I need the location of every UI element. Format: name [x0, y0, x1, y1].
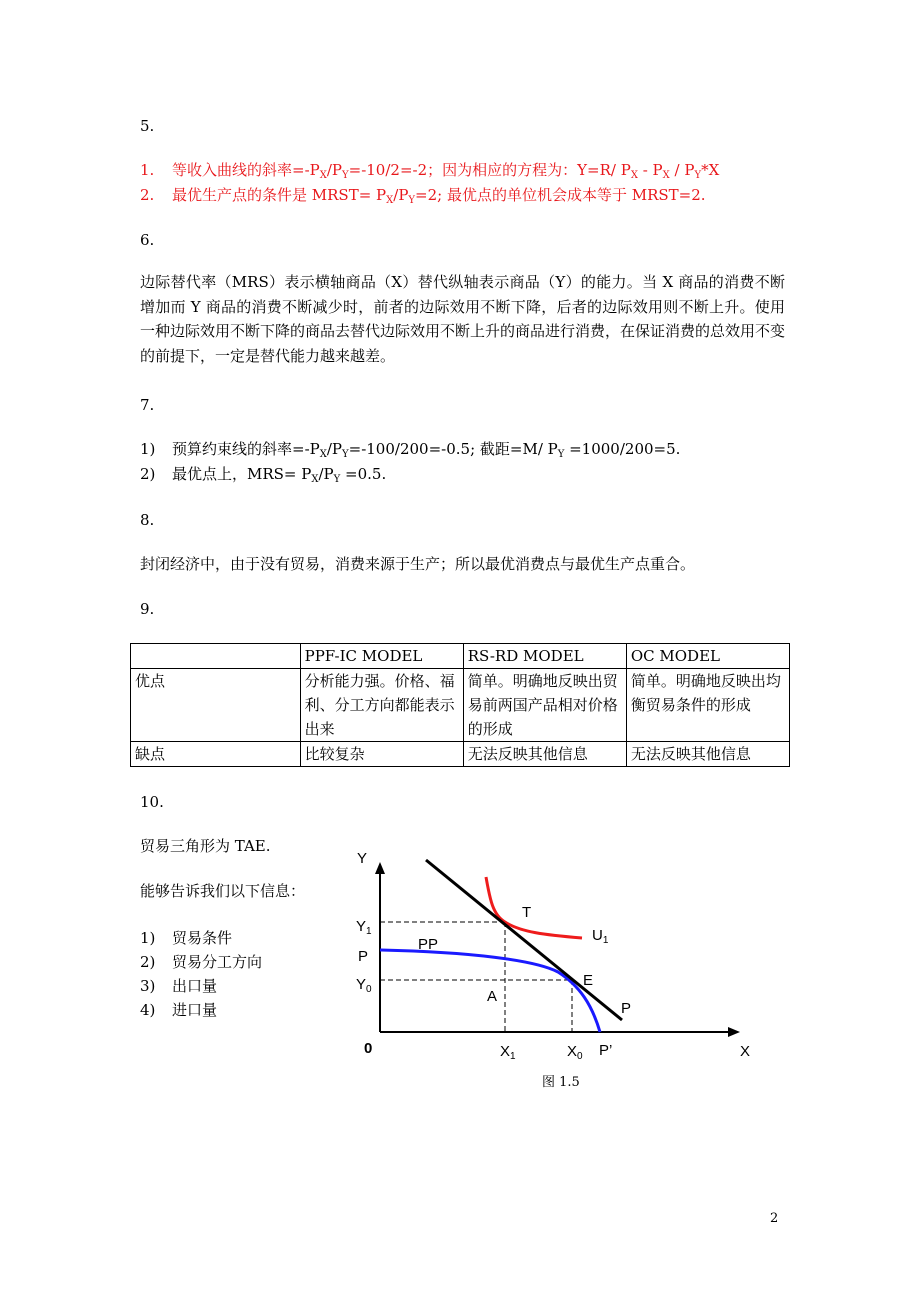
table-cell: 比较复杂 [300, 742, 463, 767]
price-line-p-label: P [621, 1000, 632, 1017]
sec7-number: 7. [140, 396, 155, 414]
origin-label: 0 [364, 1040, 373, 1057]
table-cell: 简单。明确地反映出贸易前两国产品相对价格的形成 [463, 669, 626, 742]
table-cell: 缺点 [131, 742, 301, 767]
pp-curve-label: PP [418, 936, 439, 953]
sec7-item-1-num: 1) [140, 440, 156, 458]
indifference-curve-u1 [486, 877, 582, 938]
figure-caption: 图 1.5 [542, 1075, 580, 1090]
sec6-number: 6. [140, 231, 155, 249]
list-item: 1) 贸易条件 [140, 929, 233, 947]
x0-label: $X_0$ [567, 1043, 583, 1062]
sec5-item-1: 1. 等收入曲线的斜率$=-P_X/P_Y=-10/2=-2$；因为相应的方程为：Y=R/ $P_X - P_X / P_Y*X$ [140, 158, 719, 182]
point-e-label: E [583, 972, 594, 989]
x-axis-arrow [728, 1027, 740, 1037]
y1-label: $Y_1$ [356, 918, 372, 937]
sec7-item-1: 1) 预算约束线的斜率$=-P_X/P_Y=-100/200=-0.5$; 截距=M/ $P_Y =1000/200=5$. [140, 437, 680, 461]
sec10-info: 能够告诉我们以下信息： [140, 882, 306, 900]
sec7-item-2: 2) 最优点上，$MRS= P_X/P_Y =0.5$. [140, 462, 386, 486]
dashed-guides [380, 922, 572, 1032]
table-header: PPF-IC MODEL [300, 644, 463, 669]
sec9-number: 9. [140, 600, 155, 618]
u1-label: $U_1$ [592, 927, 609, 946]
y0-label: $Y_0$ [356, 976, 372, 995]
table-header: OC MODEL [626, 644, 789, 669]
table-cell: 简单。明确地反映出均衡贸易条件的形成 [626, 669, 789, 742]
table-cell: 优点 [131, 669, 301, 742]
sec10-intro: 贸易三角形为 TAE. [140, 837, 271, 855]
y-axis-label: Y [357, 850, 368, 867]
sec8-number: 8. [140, 511, 155, 529]
sec10-number: 10. [140, 793, 164, 811]
point-a-label: A [487, 988, 498, 1005]
p-axis-label: P [358, 948, 369, 965]
sec5-item-2: 2. 最优生产点的条件是 MRST= $P_X/P_Y=2$; 最优点的单位机会成本等于 MRST=2. [140, 183, 706, 207]
y-axis-arrow [375, 862, 385, 874]
table-header: RS-RD MODEL [463, 644, 626, 669]
sec5-item-2-num: 2. [140, 186, 155, 204]
sec5-item-1-num: 1. [140, 161, 155, 179]
p-prime-label: P’ [599, 1042, 613, 1059]
table-cell: 分析能力强。价格、福利、分工方向都能表示出来 [300, 669, 463, 742]
sec5-number: 5. [140, 117, 155, 135]
sec8-paragraph: 封闭经济中，由于没有贸易，消费来源于生产；所以最优消费点与最优生产点重合。 [140, 555, 696, 573]
list-item: 3) 出口量 [140, 977, 218, 995]
point-t-label: T [522, 904, 532, 921]
table-cell: 无法反映其他信息 [626, 742, 789, 767]
table-cell: 无法反映其他信息 [463, 742, 626, 767]
list-item: 2) 贸易分工方向 [140, 953, 263, 971]
x-axis-label: X [740, 1043, 751, 1060]
sec6-paragraph: 边际替代率（MRS）表示横轴商品（X）替代纵轴表示商品（Y）的能力。当 X 商品的消费不断增加而 Y 商品的消费不断减少时，前者的边际效用不断下降，后者的边际效用则不断上升。使用一种边际效用不断下降的商品去替代边际效用不断上升的商品进行消费，在保证消费的总效用不变的前提下，一定是替代能力越来越差。 [140, 273, 786, 365]
x1-label: $X_1$ [500, 1043, 516, 1062]
sec7-item-2-num: 2) [140, 465, 156, 483]
list-item: 4) 进口量 [140, 1001, 218, 1019]
page-number: 2 [770, 1211, 779, 1226]
